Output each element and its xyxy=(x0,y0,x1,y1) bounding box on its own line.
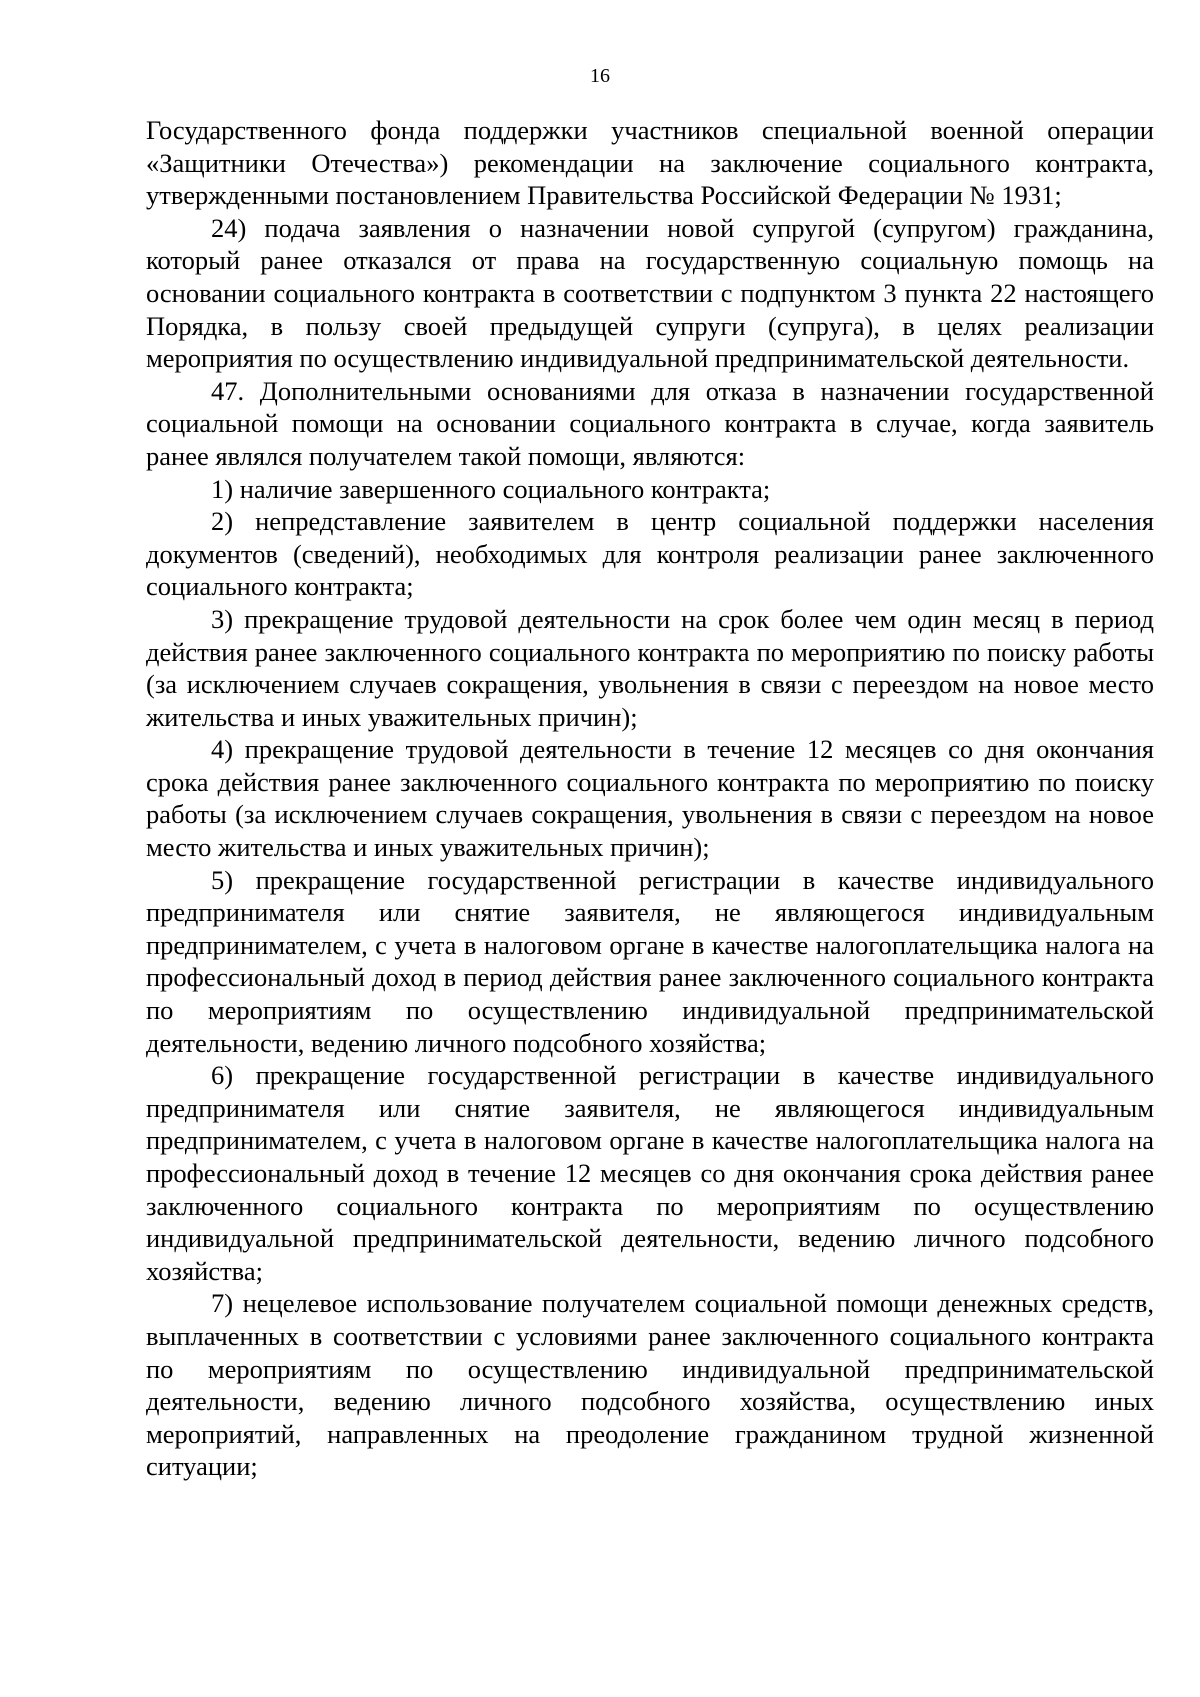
page-number: 16 xyxy=(590,65,610,87)
paragraph-continuation: Государственного фонда поддержки участников специальной военной операции «Защитники Отечества») рекомендации на заключение социального контракта, утвержденными постановлением Правительства Российской Федерации № 1931; xyxy=(146,115,1154,211)
paragraph-item-1: 1) наличие завершенного социального контракта; xyxy=(211,473,771,504)
paragraph-item-3: 3) прекращение трудовой деятельности на срок более чем один месяц в период действия ранее заключенного социального контракта по мероприятию по поиску работы (за исключением случаев сокращения, увольнения в связи с переездом на новое место жительства и иных уважительных причин); xyxy=(146,603,1154,732)
paragraph-item-5: 5) прекращение государственной регистрации в качестве индивидуального предпринимателя или снятие заявителя, не являющегося индивидуальным предпринимателем, с учета в налоговом органе в качестве налогоплательщика налога на профессиональный доход в период действия ранее заключенного социального контракта по мероприятиям по осуществлению индивидуальной предпринимательской деятельности, ведению личного подсобного хозяйства; xyxy=(146,864,1154,1058)
paragraph-item-24: 24) подача заявления о назначении новой супругой (супругом) гражданина, который ранее отказался от права на государственную социальную помощь на основании социального контракта в соответствии с подпунктом 3 пункта 22 настоящего Порядка, в пользу своей предыдущей супруги (супруга), в целях реализации мероприятия по осуществлению индивидуальной предпринимательской деятельности. xyxy=(146,212,1154,374)
paragraph-section-47: 47. Дополнительными основаниями для отказа в назначении государственной социальной помощи на основании социального контракта в случае, когда заявитель ранее являлся получателем такой помощи, являются: xyxy=(146,375,1154,471)
paragraph-item-2: 2) непредставление заявителем в центр социальной поддержки населения документов (сведений), необходимых для контроля реализации ранее заключенного социального контракта; xyxy=(146,506,1154,602)
paragraph-item-6: 6) прекращение государственной регистрации в качестве индивидуального предпринимателя или снятие заявителя, не являющегося индивидуальным предпринимателем, с учета в налоговом органе в качестве налогоплательщика налога на профессиональный доход в течение 12 месяцев со дня окончания срока действия ранее заключенного социального контракта по мероприятиям по осуществлению индивидуальной предпринимательской деятельности, ведению личного подсобного хозяйства; xyxy=(146,1060,1154,1286)
paragraph-item-7: 7) нецелевое использование получателем социальной помощи денежных средств, выплаченных в соответствии с условиями ранее заключенного социального контракта по мероприятиям по осуществлению индивидуальной предпринимательской деятельности, ведению личного подсобного хозяйства, осуществлению иных мероприятий, направленных на преодоление гражданином трудной жизненной ситуации; xyxy=(146,1288,1154,1482)
paragraph-item-4: 4) прекращение трудовой деятельности в течение 12 месяцев со дня окончания срока действия ранее заключенного социального контракта по мероприятию по поиску работы (за исключением случаев сокращения, увольнения в связи с переездом на новое место жительства и иных уважительных причин); xyxy=(146,734,1154,863)
document-body xyxy=(146,114,1154,1483)
